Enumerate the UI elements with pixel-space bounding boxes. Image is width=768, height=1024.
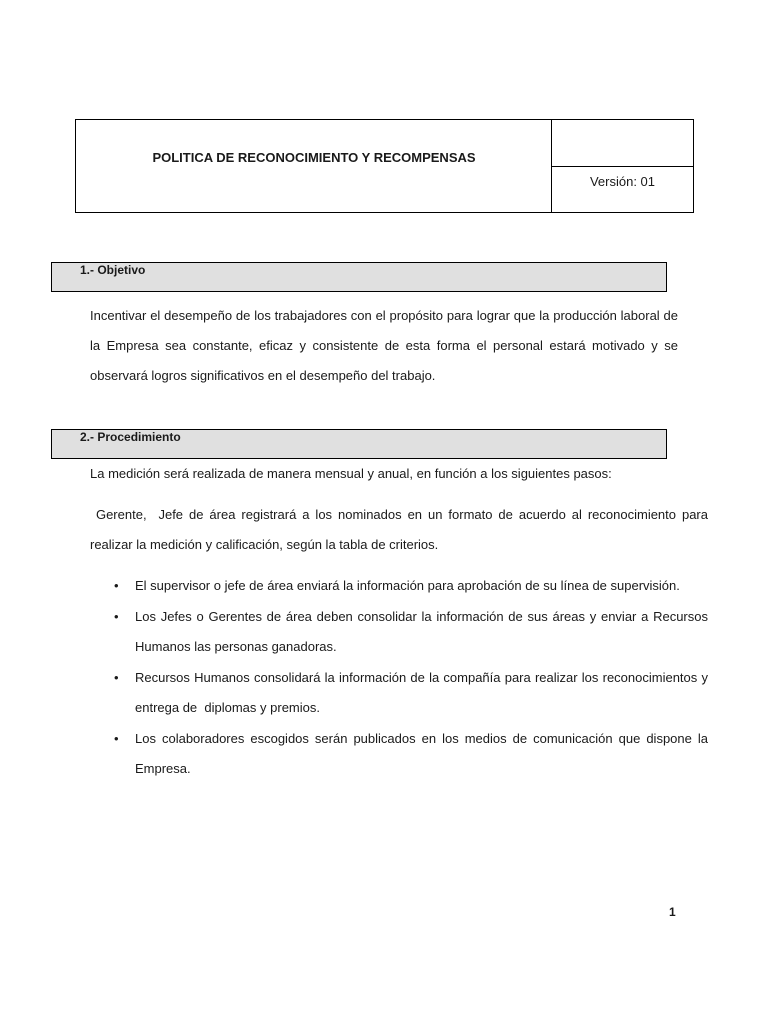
page-number: 1 [669, 905, 676, 919]
bullet-icon: • [114, 578, 119, 593]
section-heading-objetivo [51, 262, 667, 292]
procedimiento-intro-paragraph: La medición será realizada de manera mensual y anual, en función a los siguientes pasos: [90, 466, 612, 481]
list-item [100, 724, 708, 784]
section-heading-procedimiento [51, 429, 667, 459]
list-item-text: Recursos Humanos consolidará la información de la compañía para realizar los reconocimientos y entrega de diplomas y premios. [135, 670, 712, 715]
bullet-icon: • [114, 731, 119, 746]
procedimiento-detail-paragraph: Gerente, Jefe de área registrará a los nominados en un formato de acuerdo al reconocimiento para realizar la medición y calificación, según la tabla de criterios. [90, 507, 712, 552]
header-blank-cell [552, 120, 693, 167]
bullet-icon: • [114, 670, 119, 685]
list-item [100, 663, 712, 723]
bullet-icon: • [114, 609, 119, 624]
list-item-text: El supervisor o jefe de área enviará la información para aprobación de su línea de supervisión. [135, 578, 680, 593]
section-heading-label: 2.- Procedimiento [80, 430, 181, 444]
section-heading-label: 1.- Objetivo [80, 263, 146, 277]
list-item [100, 602, 708, 662]
list-item-text: Los colaboradores escogidos serán publicados en los medios de comunicación que dispone la Empresa. [135, 731, 708, 776]
procedimiento-bullet-list [100, 571, 712, 785]
document-title: POLITICA DE RECONOCIMIENTO Y RECOMPENSAS [152, 150, 476, 165]
list-item [100, 571, 708, 601]
document-header-table [75, 119, 694, 213]
list-item-text: Los Jefes o Gerentes de área deben consolidar la información de sus áreas y enviar a Recursos Humanos las personas ganadoras. [135, 609, 708, 654]
objetivo-paragraph: Incentivar el desempeño de los trabajadores con el propósito para lograr que la producción laboral de la Empresa sea constante, eficaz y consistente de esta forma el personal estará motivado y se observará logros significativos en el desempeño del trabajo. [90, 308, 678, 383]
header-title-cell [76, 120, 552, 212]
document-version: Versión: 01 [589, 174, 656, 189]
